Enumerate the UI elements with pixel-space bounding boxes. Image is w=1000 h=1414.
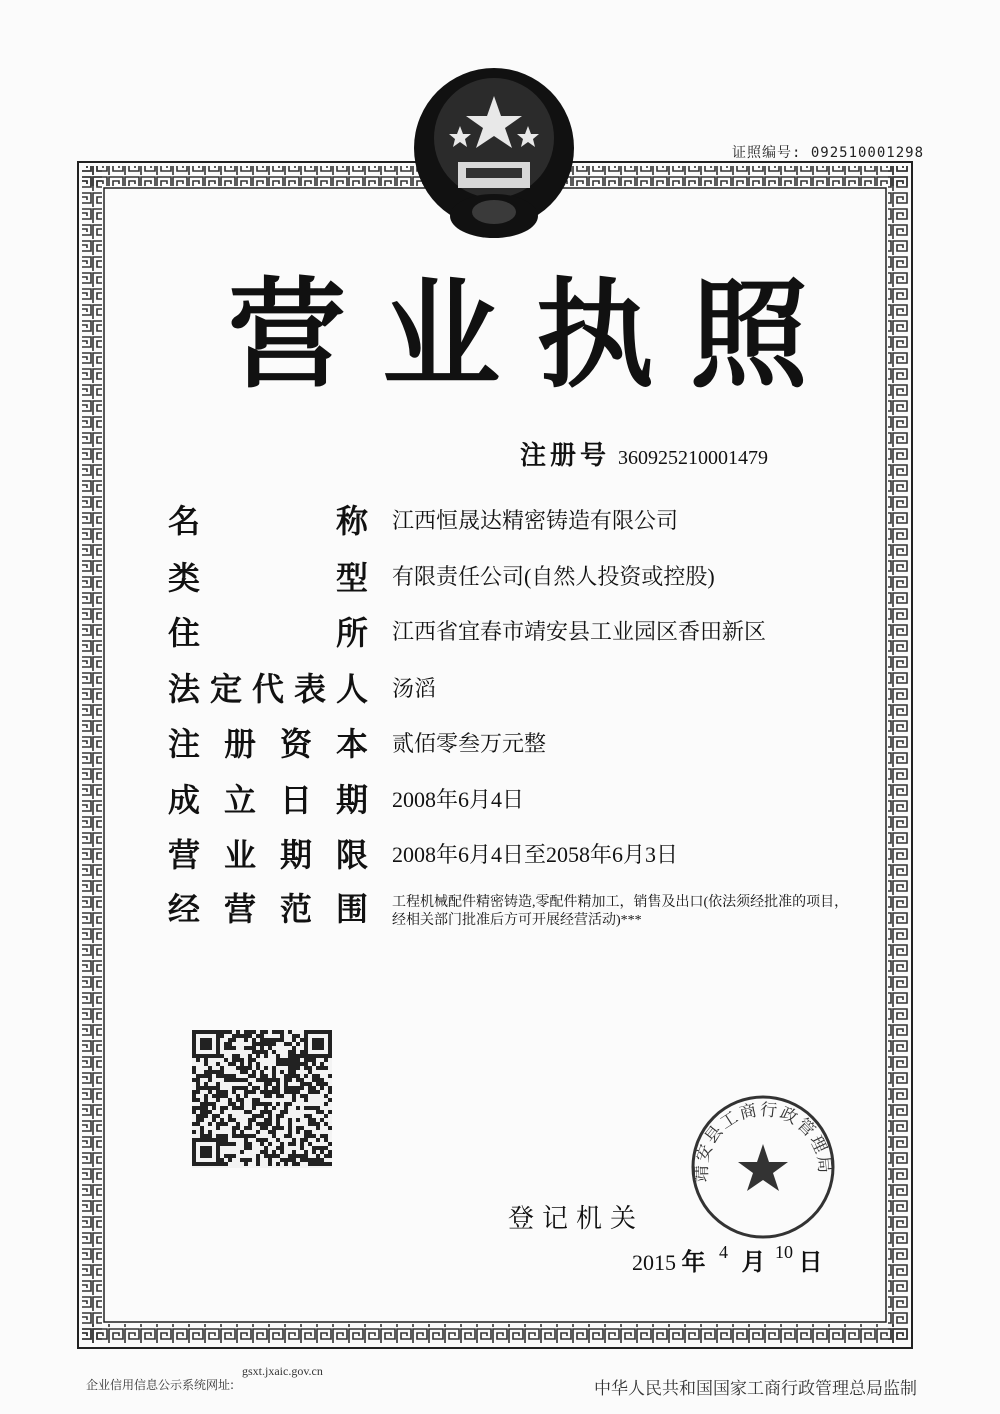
label-char: 期	[335, 781, 368, 819]
label-char: 注	[168, 725, 201, 763]
footer-supervisor: 中华人民共和国国家工商行政管理总局监制	[594, 1379, 917, 1399]
label-char: 资	[279, 725, 312, 763]
field-value-type: 有限责任公司(自然人投资或控股)	[392, 564, 715, 589]
label-char: 范	[279, 890, 312, 928]
field-label-term	[168, 836, 368, 874]
label-char: 类	[168, 559, 201, 597]
field-label-scope	[168, 890, 368, 928]
footer-url[interactable]: gsxt.jxaic.gov.cn	[242, 1364, 323, 1378]
label-char: 人	[335, 670, 368, 708]
field-label-legal-rep	[168, 670, 368, 708]
issue-month: 4	[719, 1242, 728, 1262]
label-char: 定	[209, 670, 242, 708]
field-value-founded: 2008年6月4日	[392, 787, 525, 812]
issue-date	[632, 1242, 823, 1277]
field-label-type	[168, 559, 368, 597]
issue-day: 10	[775, 1242, 793, 1262]
footer-site-label: 企业信用信息公示系统网址:	[86, 1378, 235, 1392]
label-char: 营	[168, 836, 201, 874]
field-value-capital: 贰佰零叁万元整	[392, 731, 547, 756]
month-char: 月	[741, 1248, 766, 1276]
field-value-term: 2008年6月4日至2058年6月3日	[392, 842, 679, 867]
official-stamp-icon	[688, 1092, 838, 1242]
label-char: 限	[335, 836, 368, 874]
label-char: 法	[168, 670, 201, 708]
day-char: 日	[798, 1248, 823, 1276]
label-char: 经	[168, 890, 201, 928]
certificate-number: 证照编号: 092510001298	[732, 145, 925, 161]
label-char: 表	[293, 670, 326, 708]
field-label-capital	[168, 725, 368, 763]
label-char: 名	[168, 502, 201, 540]
label-char: 日	[279, 781, 312, 819]
field-label-founded	[168, 781, 368, 819]
national-emblem-icon	[402, 66, 586, 244]
registration-value: 360925210001479	[618, 447, 769, 469]
label-char: 营	[223, 890, 256, 928]
label-char: 业	[223, 836, 256, 874]
qr-code	[192, 1030, 332, 1168]
label-char: 围	[335, 890, 368, 928]
field-value-address: 江西省宜春市靖安县工业园区香田新区	[392, 619, 767, 644]
field-value-legal-rep: 汤滔	[392, 676, 437, 701]
label-char: 本	[335, 725, 368, 763]
field-label-address	[168, 614, 368, 652]
label-char: 住	[168, 614, 201, 652]
label-char: 代	[251, 670, 284, 708]
stamp-text: 靖安县工商行政管理局	[691, 1099, 835, 1183]
document-title: 营业执照	[228, 266, 845, 404]
registration-authority: 登记机关	[508, 1204, 645, 1234]
registration-number	[520, 435, 768, 472]
issue-year: 2015	[632, 1250, 676, 1275]
label-char: 立	[223, 781, 256, 819]
field-value-name: 江西恒晟达精密铸造有限公司	[392, 508, 679, 533]
label-char: 型	[335, 559, 368, 597]
year-char: 年	[681, 1248, 706, 1276]
label-char: 称	[335, 502, 368, 540]
label-char: 期	[279, 836, 312, 874]
registration-label: 注册号	[520, 441, 611, 471]
label-char: 所	[335, 614, 368, 652]
label-char: 册	[223, 725, 256, 763]
field-value-scope: 工程机械配件精密铸造,零配件精加工，销售及出口(依法须经批准的项目，经相关部门批准后方可开展经营活动)***	[392, 895, 849, 929]
label-char: 成	[168, 781, 201, 819]
field-label-name	[168, 502, 368, 540]
